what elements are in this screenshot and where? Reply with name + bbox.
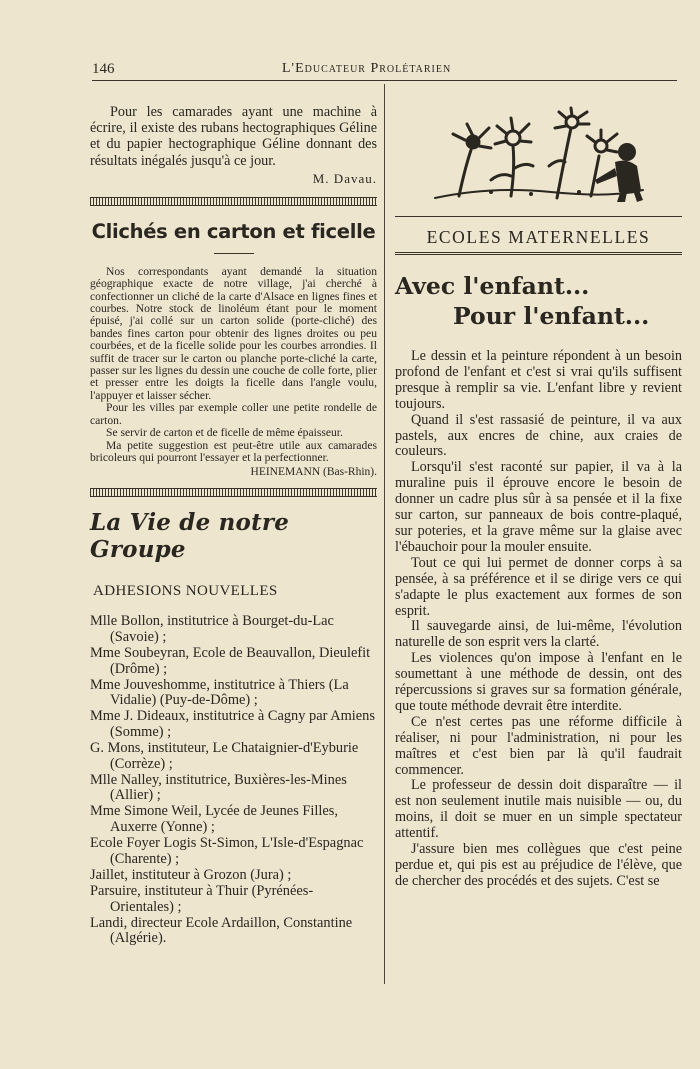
article-paragraph: Le dessin et la peinture répondent à un besoin profond de l'enfant et c'est si vrai qu'ils suffisent presque à remplir sa vie. L'enfant libre y revient toujours. — [395, 348, 682, 412]
article-body — [395, 349, 682, 890]
left-column — [90, 96, 377, 947]
list-item: G. Mons, instituteur, Le Chataignier-d'Eyburie (Corrèze) ; — [90, 740, 359, 772]
list-item: Ecole Foyer Logis St-Simon, L'Isle-d'Espagnac (Charente) ; — [90, 835, 364, 867]
adhesions-list — [90, 614, 377, 946]
section-rule — [395, 252, 682, 255]
journal-title: L'Educateur Prolétarien — [282, 61, 452, 76]
cliches-paragraph: Pour les villes par exemple coller une petite rondelle de carton. — [90, 401, 377, 427]
list-item: Mme J. Dideaux, institutrice à Cagny par Amiens (Somme) ; — [90, 708, 375, 740]
list-item: Landi, directeur Ecole Ardaillon, Constantine (Algérie). — [90, 914, 353, 947]
list-item: Mme Soubeyran, Ecole de Beauvallon, Dieulefit (Drôme) ; — [90, 645, 371, 677]
column-divider — [384, 84, 385, 984]
header-rule — [92, 80, 677, 81]
article-title-line-2: Pour l'enfant... — [453, 302, 650, 330]
article-paragraph: Le professeur de dessin doit disparaître — il est non seulement inutile mais nuisible — ou, du moins, il doit se muer en un simple spectateur attentif. — [395, 777, 682, 842]
list-item: Mlle Bollon, institutrice à Bourget-du-Lac (Savoie) ; — [90, 613, 334, 645]
children-drawing-flowers-illustration — [431, 106, 646, 206]
article-title-line-1: Avec l'enfant... — [395, 272, 590, 300]
list-item: Mme Jouveshomme, institutrice à Thiers (La Vidalie) (Puy-de-Dôme) ; — [90, 676, 349, 709]
article-paragraph: Lorsqu'il s'est raconté sur papier, il va à la muraline puis il éprouve encore le besoin de donner un cadre plus sûr à sa pensée et il la fixe sur carton, sur panneaux de bois contre-plaqué, sur poteries, et la grave même sur la glaise avec l'ébauchoir pour la mouler ensuite. — [395, 459, 682, 555]
article-paragraph: Quand il s'est rassasié de peinture, il va aux pastels, aux encres de chine, aux craies de couleurs. — [395, 411, 682, 460]
cliches-title: Clichés en carton et ficelle — [91, 219, 376, 243]
short-rule — [214, 253, 254, 254]
intro-paragraph: Pour les camarades ayant une machine à écrire, il existe des rubans hectographiques Géline et du papier hectographique Géline donnant des résultats inégalés jusqu'à ce jour. — [90, 104, 377, 169]
page-header — [92, 58, 682, 80]
cliches-paragraph: Nos correspondants ayant demandé la situation géographique exacte de notre village, j'ai cherché à confectionner un cliché de la carte d'Alsace en lignes fines et courbes. Notre stock de linoléum étant pour le moment épuisé, j'ai collé sur un carton solide (porte-cliché) des bandes fines carton pour obtenir des lignes droites ou peu courbées, et de la ficelle solide pour les courbes arrondies. Il suffit de tracer sur le carton ou planche porte-cliché la carte, passer sur les lignes du dessin une couche de colle forte, plier et presser entre les doigts la ficelle dans l'angle voulu, l'appuyer et laisser sécher. — [90, 264, 377, 402]
right-column — [395, 96, 682, 890]
cliches-paragraph: Ma petite suggestion est peut-être utile aux camarades bricoleurs qui pourront l'essayer et la perfectionner. — [90, 438, 377, 464]
list-item: Mme Simone Weil, Lycée de Jeunes Filles, Auxerre (Yonne) ; — [90, 803, 338, 836]
article-paragraph: J'assure bien mes collègues que c'est peine perdue et, qui pis est au préjudice de l'élève, que de chercher des procédés et des sujets. C'est se — [395, 841, 682, 889]
adhesions-heading: ADHESIONS NOUVELLES — [93, 583, 278, 600]
article-paragraph: Ce n'est certes pas une réforme difficile à réaliser, ni pour l'administration, ni pour les maîtres et c'est bien par là qu'il faudrait commencer. — [395, 713, 682, 778]
article-paragraph: Il sauvegarde ainsi, de lui-même, l'évolution naturelle de son esprit vers la clarté. — [395, 618, 682, 651]
list-item: Parsuire, instituteur à Thuir (Pyrénées-Orientales) ; — [90, 882, 314, 915]
intro-signature: M. Davau. — [312, 170, 377, 186]
cliches-signature: HEINEMANN (Bas-Rhin). — [250, 466, 377, 479]
group-title: La Vie de notre Groupe — [90, 509, 290, 564]
hatched-divider — [90, 197, 377, 206]
page-number: 146 — [92, 61, 115, 77]
section-rule — [395, 216, 682, 217]
article-paragraph: Tout ce qui lui permet de donner corps à sa pensée, à sa préférence et il se dirige vers ce qui s'adapte le plus exactement aux formes de son esprit. — [395, 554, 682, 619]
article-paragraph: Les violences qu'on impose à l'enfant en le soumettant à une méthode de dessin, ont des répercussions si graves sur sa formation générale, que toute méthode devrait être interdite. — [395, 650, 682, 714]
section-heading: ECOLES MATERNELLES — [426, 227, 651, 247]
hatched-divider — [90, 488, 377, 497]
cliches-article — [90, 266, 377, 465]
list-item: Jaillet, instituteur à Grozon (Jura) ; — [90, 866, 292, 883]
list-item: Mlle Nalley, institutrice, Buxières-les-Mines (Allier) ; — [90, 771, 347, 804]
cliches-paragraph: Se servir de carton et de ficelle de même épaisseur. — [106, 426, 343, 440]
article-title — [395, 271, 682, 331]
